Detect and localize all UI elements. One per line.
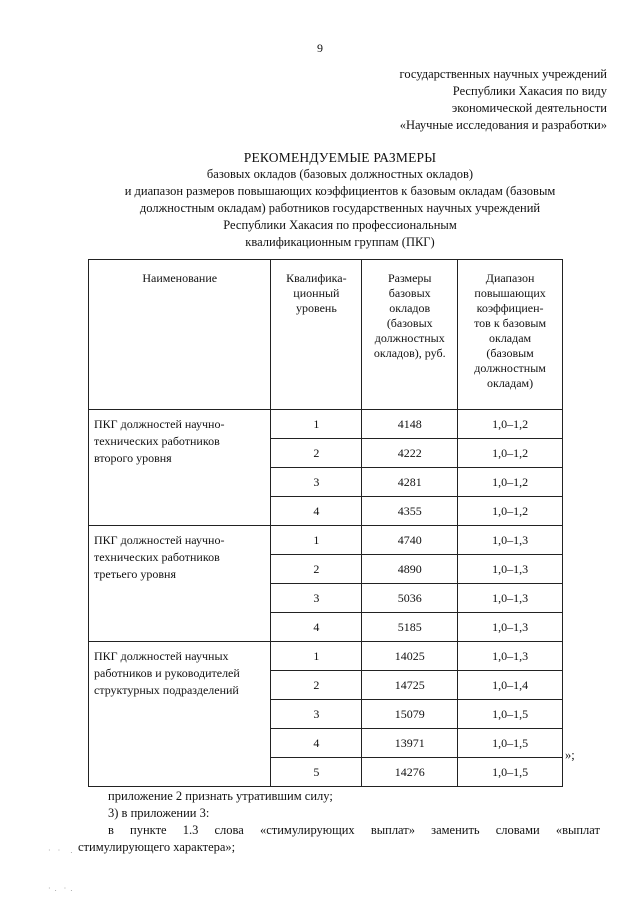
scan-artifact: · . · . (48, 884, 74, 893)
level-cell: 4 (271, 613, 362, 642)
header-salary: Размеры базовых окладов (базовых должностных окладов), руб. (362, 260, 458, 410)
range-cell: 1,0–1,5 (458, 758, 563, 787)
range-cell: 1,0–1,2 (458, 439, 563, 468)
header-name: Наименование (89, 260, 271, 410)
table-row (89, 642, 563, 671)
header-level: Квалифика- ционный уровень (271, 260, 362, 410)
level-cell: 1 (271, 642, 362, 671)
range-cell: 1,0–1,3 (458, 555, 563, 584)
header-line: «Научные исследования и разработки» (399, 118, 607, 132)
range-cell: 1,0–1,4 (458, 671, 563, 700)
title-line: квалификационным группам (ПКГ) (245, 235, 435, 249)
level-cell: 3 (271, 584, 362, 613)
body-line: стимулирующего характера»; (78, 840, 236, 854)
level-cell: 2 (271, 671, 362, 700)
salary-cell: 4281 (362, 468, 458, 497)
table-row (89, 526, 563, 555)
table-header-row (89, 260, 563, 410)
salary-cell: 4740 (362, 526, 458, 555)
title-line: и диапазон размеров повышающих коэффициентов к базовым окладам (базовым (124, 184, 556, 198)
range-cell: 1,0–1,3 (458, 613, 563, 642)
salary-cell: 5185 (362, 613, 458, 642)
body-line: приложение 2 признать утратившим силу; (108, 789, 333, 803)
level-cell: 4 (271, 497, 362, 526)
range-cell: 1,0–1,2 (458, 468, 563, 497)
header-line: государственных научных учреждений (399, 67, 607, 81)
salary-cell: 14725 (362, 671, 458, 700)
title-line: базовых окладов (базовых должностных окладов) (206, 167, 474, 181)
table-row (89, 410, 563, 439)
level-cell: 2 (271, 439, 362, 468)
header-range: Диапазон повышающих коэффициен- тов к базовым окладам (базовым должностным окладам) (458, 260, 563, 410)
range-cell: 1,0–1,3 (458, 642, 563, 671)
salary-cell: 4222 (362, 439, 458, 468)
level-cell: 3 (271, 700, 362, 729)
salary-cell: 14025 (362, 642, 458, 671)
group-name: ПКГ должностей научно- технических работников второго уровня (89, 410, 271, 526)
level-cell: 2 (271, 555, 362, 584)
document-title (60, 149, 620, 251)
title-heading: РЕКОМЕНДУЕМЫЕ РАЗМЕРЫ (243, 150, 437, 165)
salary-cell: 4355 (362, 497, 458, 526)
salary-cell: 14276 (362, 758, 458, 787)
salary-cell: 4148 (362, 410, 458, 439)
range-cell: 1,0–1,3 (458, 584, 563, 613)
range-cell: 1,0–1,2 (458, 410, 563, 439)
level-cell: 1 (271, 526, 362, 555)
salary-table (88, 259, 563, 787)
salary-cell: 13971 (362, 729, 458, 758)
range-cell: 1,0–1,5 (458, 700, 563, 729)
range-cell: 1,0–1,5 (458, 729, 563, 758)
header-line: экономической деятельности (451, 101, 607, 115)
page-number: 9 (317, 41, 323, 55)
body-line: 3) в приложении 3: (108, 806, 210, 820)
salary-cell: 5036 (362, 584, 458, 613)
level-cell: 1 (271, 410, 362, 439)
header-addressee (400, 66, 607, 134)
salary-cell: 4890 (362, 555, 458, 584)
header-line: Республики Хакасия по виду (452, 84, 607, 98)
title-line: должностным окладам) работников государственных научных учреждений (139, 201, 541, 215)
body-line: в пункте 1.3 слова «стимулирующих выплат» заменить словами «выплат (108, 823, 600, 837)
body-text (78, 788, 600, 856)
level-cell: 3 (271, 468, 362, 497)
group-name: ПКГ должностей научных работников и руководителей структурных подразделений (89, 642, 271, 787)
group-name: ПКГ должностей научно- технических работников третьего уровня (89, 526, 271, 642)
level-cell: 4 (271, 729, 362, 758)
range-cell: 1,0–1,3 (458, 526, 563, 555)
scan-artifact: · · . · (48, 846, 83, 855)
level-cell: 5 (271, 758, 362, 787)
range-cell: 1,0–1,2 (458, 497, 563, 526)
title-line: Республики Хакасия по профессиональным (223, 218, 457, 232)
salary-cell: 15079 (362, 700, 458, 729)
table-closing-quote: »; (565, 748, 575, 762)
